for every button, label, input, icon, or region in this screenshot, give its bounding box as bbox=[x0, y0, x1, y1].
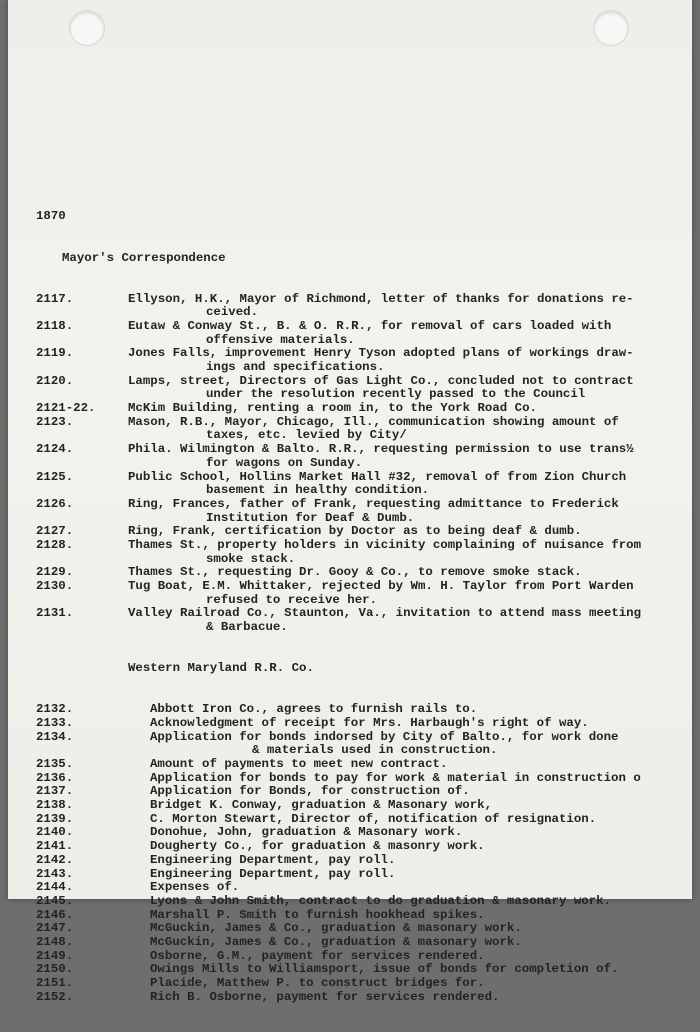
entry-number: 2118. bbox=[36, 318, 74, 333]
entry-number: 2123. bbox=[36, 414, 74, 429]
entry-text: Application for bonds indorsed by City of Balto., for work done bbox=[150, 729, 619, 744]
entry-text: Ring, Frank, certification by Doctor as to being deaf & dumb. bbox=[128, 524, 582, 539]
entry-number: 2140. bbox=[36, 825, 74, 840]
entry-number: 2138. bbox=[36, 798, 74, 813]
entry-text: Owings Mills to Williamsport, issue of bonds for completion of. bbox=[150, 962, 619, 977]
entry-line bbox=[36, 443, 696, 457]
entry-line bbox=[36, 991, 696, 1005]
entry-text: Lyons & John Smith, contract to do graduation & masonary work. bbox=[150, 893, 612, 908]
entry-text: Abbott Iron Co., agrees to furnish rails to. bbox=[150, 702, 478, 717]
entry-line bbox=[36, 868, 696, 882]
entry-continuation-line: smoke stack. bbox=[206, 551, 296, 566]
entry-text: Application for Bonds, for construction of. bbox=[150, 784, 470, 799]
entry-line bbox=[36, 772, 696, 786]
entry-continuation-line: refused to receive her. bbox=[206, 592, 378, 607]
entry-number: 2150. bbox=[36, 962, 74, 977]
year-heading: 1870 bbox=[36, 209, 66, 224]
entry-line bbox=[36, 854, 696, 868]
document-page bbox=[8, 0, 692, 1004]
entry-line bbox=[36, 950, 696, 964]
entry-line bbox=[36, 731, 696, 745]
typed-text-block bbox=[36, 183, 696, 1032]
entry-line bbox=[36, 416, 696, 430]
entry-text: Placide, Matthew P. to construct bridges for. bbox=[150, 976, 485, 991]
entry-text: Ring, Frances, father of Frank, requesting admittance to Frederick bbox=[128, 496, 619, 511]
entry-text: Dougherty Co., for graduation & masonry work. bbox=[150, 839, 485, 854]
entry-line bbox=[36, 895, 696, 909]
entry-text: Thames St., requesting Dr. Gooy & Co., to remove smoke stack. bbox=[128, 565, 582, 580]
entry-line bbox=[36, 936, 696, 950]
entry-continuation-line: under the resolution recently passed to the Council bbox=[206, 387, 586, 402]
entry-line bbox=[36, 347, 696, 361]
entry-line bbox=[36, 799, 696, 813]
entry-line bbox=[36, 471, 696, 485]
entry-number: 2119. bbox=[36, 346, 74, 361]
entry-text: Thames St., property holders in vicinity complaining of nuisance from bbox=[128, 537, 642, 552]
entry-number: 2148. bbox=[36, 934, 74, 949]
entry-text: Acknowledgment of receipt for Mrs. Harbaugh's right of way. bbox=[150, 715, 589, 730]
entry-line bbox=[36, 293, 696, 307]
binder-hole bbox=[69, 10, 105, 46]
entry-number: 2151. bbox=[36, 976, 74, 991]
entry-number: 2125. bbox=[36, 469, 74, 484]
entry-number: 2143. bbox=[36, 866, 74, 881]
entry-line bbox=[36, 717, 696, 731]
entry-line bbox=[36, 375, 696, 389]
entry-text: Public School, Hollins Market Hall #32, removal of from Zion Church bbox=[128, 469, 627, 484]
entry-text: Engineering Department, pay roll. bbox=[150, 852, 396, 867]
entry-line bbox=[36, 566, 696, 580]
sub-entry-list bbox=[36, 703, 696, 1004]
entry-text: McKim Building, renting a room in, to the York Road Co. bbox=[128, 401, 537, 416]
entry-number: 2121-22. bbox=[36, 401, 96, 416]
entry-number: 2120. bbox=[36, 373, 74, 388]
entry-text: Mason, R.B., Mayor, Chicago, Ill., communication showing amount of bbox=[128, 414, 619, 429]
entry-text: Engineering Department, pay roll. bbox=[150, 866, 396, 881]
entry-number: 2137. bbox=[36, 784, 74, 799]
entry-continuation-line: Institution for Deaf & Dumb. bbox=[206, 510, 415, 525]
entry-number: 2149. bbox=[36, 948, 74, 963]
entry-text: Ellyson, H.K., Mayor of Richmond, letter of thanks for donations re- bbox=[128, 291, 634, 306]
entry-line bbox=[36, 977, 696, 991]
entry-number: 2135. bbox=[36, 757, 74, 772]
entry-list bbox=[36, 293, 696, 635]
entry-continuation-line: & materials used in construction. bbox=[252, 743, 498, 758]
entry-number: 2146. bbox=[36, 907, 74, 922]
entry-continuation-line: ings and specifications. bbox=[206, 360, 385, 375]
entry-number: 2152. bbox=[36, 989, 74, 1004]
entry-continuation-line: & Barbacue. bbox=[206, 620, 288, 635]
entry-line bbox=[36, 826, 696, 840]
entry-text: Osborne, G.M., payment for services rendered. bbox=[150, 948, 485, 963]
entry-line bbox=[36, 785, 696, 799]
entry-text: Lamps, street, Directors of Gas Light Co., concluded not to contract bbox=[128, 373, 634, 388]
entry-continuation-line: basement in healthy condition. bbox=[206, 483, 430, 498]
entry-continuation-line: for wagons on Sunday. bbox=[206, 455, 363, 470]
entry-number: 2127. bbox=[36, 524, 74, 539]
entry-line bbox=[36, 607, 696, 621]
entry-line bbox=[36, 840, 696, 854]
entry-number: 2147. bbox=[36, 921, 74, 936]
entry-number: 2145. bbox=[36, 893, 74, 908]
entry-number: 2144. bbox=[36, 880, 74, 895]
entry-text: Valley Railroad Co., Staunton, Va., invitation to attend mass meeting bbox=[128, 606, 642, 621]
entry-text: Expenses of. bbox=[150, 880, 240, 895]
entry-text: C. Morton Stewart, Director of, notification of resignation. bbox=[150, 811, 597, 826]
entry-line bbox=[36, 922, 696, 936]
entry-text: Tug Boat, E.M. Whittaker, rejected by Wm. H. Taylor from Port Warden bbox=[128, 579, 634, 594]
entry-line bbox=[36, 758, 696, 772]
entry-number: 2136. bbox=[36, 770, 74, 785]
entry-line bbox=[36, 525, 696, 539]
entry-number: 2128. bbox=[36, 537, 74, 552]
entry-text: Application for bonds to pay for work & material in construction o bbox=[150, 770, 641, 785]
entry-number: 2142. bbox=[36, 852, 74, 867]
section-title: Mayor's Correspondence bbox=[62, 250, 226, 265]
entry-number: 2139. bbox=[36, 811, 74, 826]
entry-line bbox=[36, 539, 696, 553]
entry-continuation-line: offensive materials. bbox=[206, 332, 355, 347]
entry-number: 2141. bbox=[36, 839, 74, 854]
entry-line bbox=[36, 813, 696, 827]
entry-text: Marshall P. Smith to furnish hookhead spikes. bbox=[150, 907, 485, 922]
entry-text: Donohue, John, graduation & Masonary work. bbox=[150, 825, 463, 840]
entry-text: Jones Falls, improvement Henry Tyson adopted plans of workings draw- bbox=[128, 346, 634, 361]
entry-number: 2129. bbox=[36, 565, 74, 580]
entry-line bbox=[36, 703, 696, 717]
entry-continuation-line: taxes, etc. levied by City/ bbox=[206, 428, 407, 443]
binder-hole bbox=[593, 10, 629, 46]
entry-number: 2133. bbox=[36, 715, 74, 730]
entry-number: 2132. bbox=[36, 702, 74, 717]
entry-line bbox=[36, 320, 696, 334]
entry-number: 2126. bbox=[36, 496, 74, 511]
entry-number: 2131. bbox=[36, 606, 74, 621]
entry-number: 2130. bbox=[36, 579, 74, 594]
subsection-title: Western Maryland R.R. Co. bbox=[128, 661, 314, 676]
entry-line bbox=[36, 909, 696, 923]
entry-line bbox=[36, 498, 696, 512]
entry-text: Phila. Wilmington & Balto. R.R., requesting permission to use trans½ bbox=[128, 442, 634, 457]
entry-text: Bridget K. Conway, graduation & Masonary work, bbox=[150, 798, 493, 813]
entry-text: Eutaw & Conway St., B. & O. R.R., for removal of cars loaded with bbox=[128, 318, 612, 333]
entry-line bbox=[36, 580, 696, 594]
entry-text: Amount of payments to meet new contract. bbox=[150, 757, 448, 772]
entry-continuation-line: ceived. bbox=[206, 305, 259, 320]
entry-number: 2134. bbox=[36, 729, 74, 744]
entry-number: 2117. bbox=[36, 291, 74, 306]
entry-text: McGuckin, James & Co., graduation & masonary work. bbox=[150, 934, 522, 949]
entry-line bbox=[36, 402, 696, 416]
entry-text: Rich B. Osborne, payment for services rendered. bbox=[150, 989, 500, 1004]
entry-line bbox=[36, 881, 696, 895]
entry-number: 2124. bbox=[36, 442, 74, 457]
entry-text: McGuckin, James & Co., graduation & masonary work. bbox=[150, 921, 522, 936]
entry-line bbox=[36, 963, 696, 977]
